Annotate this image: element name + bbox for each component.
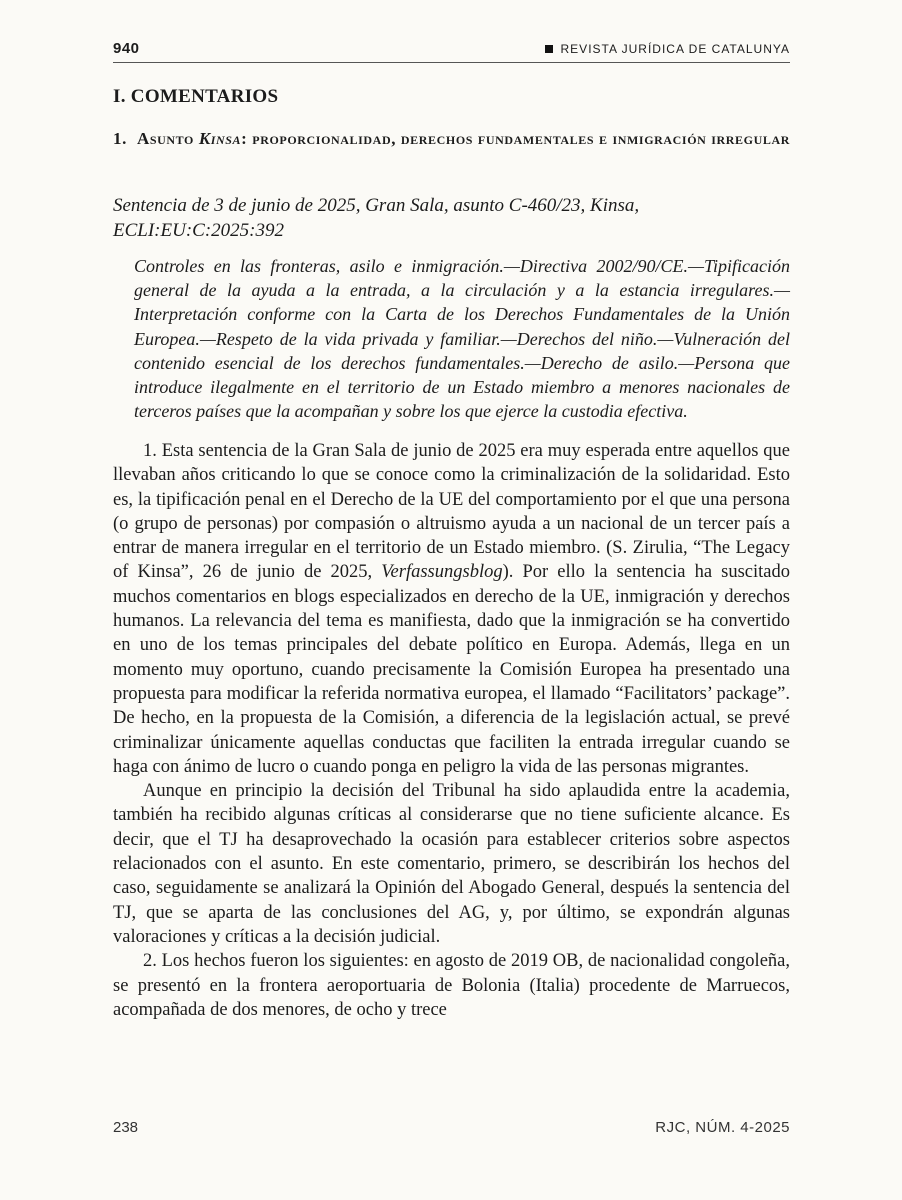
running-header <box>113 40 790 63</box>
summary-keywords: Controles en las fronteras, asilo e inmigración.—Directiva 2002/90/CE.—Tipificación general de la ayuda a la entrada, a la circulación y a la estancia irregulares.—Interpretación conforme con la Carta de los Derechos Fundamentales de la Unión Europea.—Respeto de la vida privada y familiar.—Derechos del niño.—Vulneración del contenido esencial de los derechos fundamentales.—Derecho de asilo.—Persona que introduce ilegalmente en el territorio de un Estado miembro a menores nacionales de terceros países que la acompañan y sobre los que ejerce la custodia efectiva. <box>134 256 790 422</box>
body-text <box>113 439 790 1022</box>
header-journal <box>545 42 790 56</box>
case-title <box>113 125 790 152</box>
footer-page-number: 238 <box>113 1119 139 1136</box>
case-number: 1. <box>113 129 127 148</box>
paragraph-2: Aunque en principio la decisión del Tribunal ha sido aplaudida entre la academia, también ha recibido algunas críticas al considerarse que no tiene suficiente alcance. Es decir, que el TJ ha desaprovechado la ocasión para establecer criterios sobre aspectos relacionados con el asunto. En este comentario, primero, se describirán los hechos del caso, seguidamente se analizará la Opinión del Abogado General, después la sentencia del TJ, que se aparta de las conclusiones del AG, y, por último, se expondrán algunas valoraciones y críticas a la decisión judicial. <box>113 781 790 947</box>
square-bullet-icon <box>545 45 553 53</box>
case-name: Kinsa <box>198 129 242 148</box>
paragraph-1-part-a: 1. Esta sentencia de la Gran Sala de junio de 2025 era muy esperada entre aquellos que llevaban años criticando lo que se conoce como la criminalización de la solidaridad. Esto es, la tipificación penal en el Derecho de la UE del comportamiento por el que una persona (o grupo de personas) por compasión o altruismo ayuda a un nacional de un tercer país a entrar de manera irregular en el territorio de un Estado miembro. (S. Zirulia, “The Legacy of Kinsa”, 26 de junio de 2025, <box>113 441 790 583</box>
footer-issue: RJC, NÚM. 4-2025 <box>655 1119 790 1136</box>
running-footer <box>113 1119 790 1139</box>
section-title: I. COMENTARIOS <box>113 86 279 107</box>
header-journal-title: REVISTA JURÍDICA DE CATALUNYA <box>560 42 790 56</box>
paragraph-1-italic: Verfassungsblog <box>381 562 503 583</box>
header-page-number: 940 <box>113 40 140 57</box>
case-title-prefix: Asunto <box>136 129 199 148</box>
paragraph-3: 2. Los hechos fueron los siguientes: en agosto de 2019 OB, de nacionalidad congoleña, se presentó en la frontera aeroportuaria de Bolonia (Italia) procedente de Marruecos, acompañada de dos menores, de ocho y trece <box>113 951 790 1020</box>
case-title-rest: : proporcionalidad, derechos fundamentales e inmigración irregular <box>241 129 790 148</box>
paragraph-1-part-b: ). Por ello la sentencia ha suscitado muchos comentarios en blogs especializados en derecho de la UE, inmigración y derechos humanos. La relevancia del tema es manifiesta, dado que la inmigración se ha convertido en uno de los temas principales del debate político en Europa. Además, llega en un momento muy oportuno, cuando precisamente la Comisión Europea ha presentado una propuesta para modificar la referida normativa europea, el llamado “Facilitators’ package”. De hecho, en la propuesta de la Comisión, a diferencia de la legislación actual, se prevé criminalizar únicamente aquellas conductas que faciliten la entrada irregular cuando se haga con ánimo de lucro o cuando ponga en peligro la vida de las personas migrantes. <box>113 562 790 777</box>
paragraph-1 <box>113 439 790 779</box>
judgment-citation: Sentencia de 3 de junio de 2025, Gran Sala, asunto C-460/23, Kinsa, ECLI:EU:C:2025:392 <box>113 195 640 241</box>
